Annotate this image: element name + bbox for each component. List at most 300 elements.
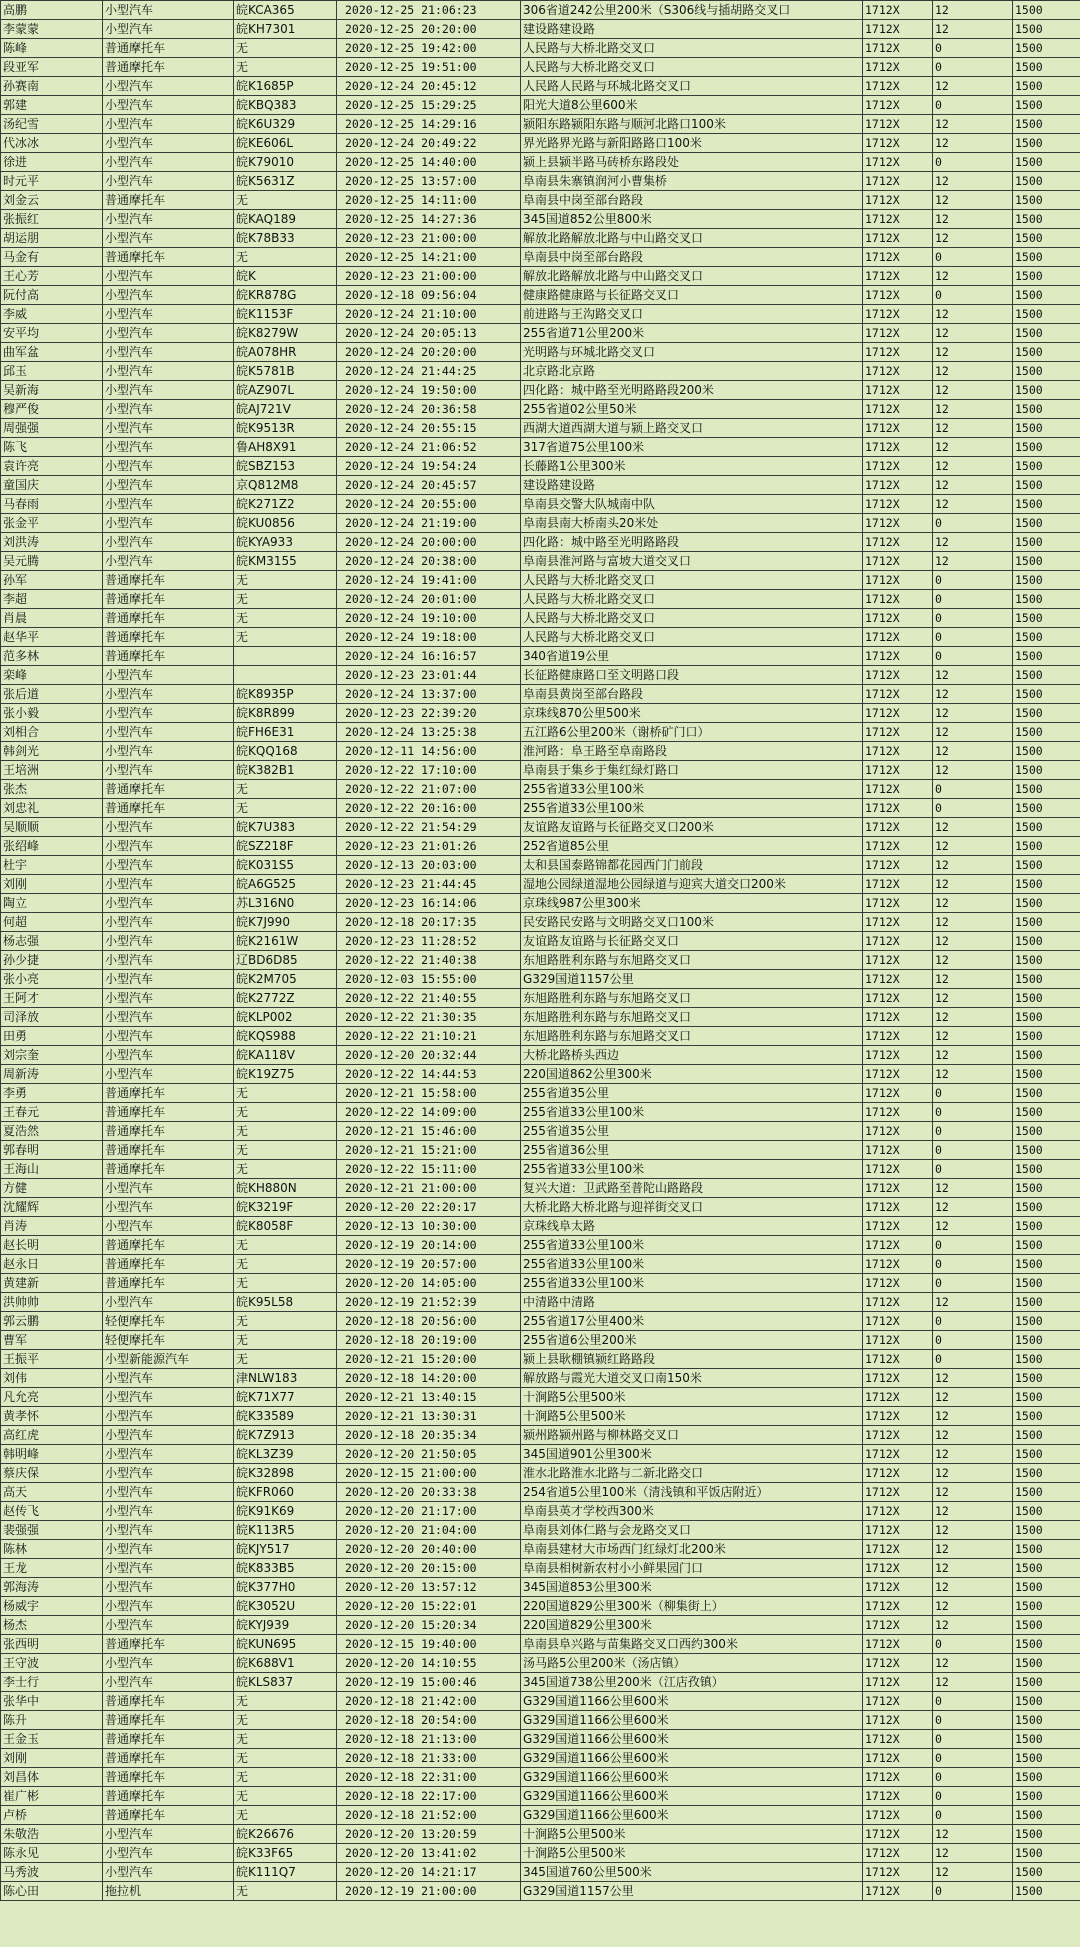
fine-cell: 1500 bbox=[1013, 1616, 1080, 1635]
violation-time-cell: 2020-12-20 13:41:02 bbox=[337, 1844, 521, 1863]
table-row bbox=[1, 533, 1080, 552]
plate-number-cell: 皖K33F65 bbox=[234, 1844, 337, 1863]
driver-name-cell: 马春雨 bbox=[1, 495, 103, 514]
table-row bbox=[1, 856, 1080, 875]
table-row bbox=[1, 1179, 1080, 1198]
fine-cell: 1500 bbox=[1013, 210, 1080, 229]
location-cell: 友谊路友谊路与长征路交叉口 bbox=[521, 932, 863, 951]
points-cell: 12 bbox=[933, 1464, 1013, 1483]
violation-code-cell: 1712X bbox=[863, 20, 933, 39]
plate-number-cell: 皖AJ721V bbox=[234, 400, 337, 419]
plate-number-cell: 皖K71X77 bbox=[234, 1388, 337, 1407]
violation-time-cell: 2020-12-24 21:44:25 bbox=[337, 362, 521, 381]
driver-name-cell: 王金玉 bbox=[1, 1730, 103, 1749]
violation-time-cell: 2020-12-20 20:40:00 bbox=[337, 1540, 521, 1559]
fine-cell: 1500 bbox=[1013, 647, 1080, 666]
violation-code-cell: 1712X bbox=[863, 1882, 933, 1901]
fine-cell: 1500 bbox=[1013, 628, 1080, 647]
driver-name-cell: 张西明 bbox=[1, 1635, 103, 1654]
location-cell: 220国道862公里300米 bbox=[521, 1065, 863, 1084]
plate-number-cell: 皖K33589 bbox=[234, 1407, 337, 1426]
violation-code-cell: 1712X bbox=[863, 1236, 933, 1255]
vehicle-type-cell: 普通摩托车 bbox=[103, 1236, 234, 1255]
vehicle-type-cell: 轻便摩托车 bbox=[103, 1312, 234, 1331]
table-row bbox=[1, 1388, 1080, 1407]
points-cell: 0 bbox=[933, 1255, 1013, 1274]
location-cell: 阜南县建材大市场西门红绿灯北200米 bbox=[521, 1540, 863, 1559]
plate-number-cell: 无 bbox=[234, 1692, 337, 1711]
fine-cell: 1500 bbox=[1013, 1521, 1080, 1540]
vehicle-type-cell: 小型汽车 bbox=[103, 818, 234, 837]
plate-number-cell: 皖K7U383 bbox=[234, 818, 337, 837]
points-cell: 12 bbox=[933, 552, 1013, 571]
location-cell: 人民路与大桥北路交叉口 bbox=[521, 39, 863, 58]
vehicle-type-cell: 小型汽车 bbox=[103, 419, 234, 438]
fine-cell: 1500 bbox=[1013, 1255, 1080, 1274]
points-cell: 12 bbox=[933, 1, 1013, 20]
violation-code-cell: 1712X bbox=[863, 1521, 933, 1540]
violation-time-cell: 2020-12-20 21:17:00 bbox=[337, 1502, 521, 1521]
violation-code-cell: 1712X bbox=[863, 1559, 933, 1578]
plate-number-cell: 无 bbox=[234, 1141, 337, 1160]
driver-name-cell: 朱敬浩 bbox=[1, 1825, 103, 1844]
fine-cell: 1500 bbox=[1013, 913, 1080, 932]
driver-name-cell: 王海山 bbox=[1, 1160, 103, 1179]
fine-cell: 1500 bbox=[1013, 438, 1080, 457]
location-cell: 阜南县阜兴路与苗集路交叉口西约300米 bbox=[521, 1635, 863, 1654]
fine-cell: 1500 bbox=[1013, 96, 1080, 115]
vehicle-type-cell: 小型汽车 bbox=[103, 932, 234, 951]
location-cell: 255省道33公里100米 bbox=[521, 1160, 863, 1179]
location-cell: 大桥北路桥头西边 bbox=[521, 1046, 863, 1065]
plate-number-cell: 皖K382B1 bbox=[234, 761, 337, 780]
vehicle-type-cell: 小型汽车 bbox=[103, 723, 234, 742]
violation-code-cell: 1712X bbox=[863, 894, 933, 913]
points-cell: 12 bbox=[933, 742, 1013, 761]
points-cell: 12 bbox=[933, 476, 1013, 495]
vehicle-type-cell: 小型汽车 bbox=[103, 704, 234, 723]
vehicle-type-cell: 小型汽车 bbox=[103, 913, 234, 932]
vehicle-type-cell: 普通摩托车 bbox=[103, 1141, 234, 1160]
plate-number-cell: 皖K2M705 bbox=[234, 970, 337, 989]
plate-number-cell: 皖KA118V bbox=[234, 1046, 337, 1065]
driver-name-cell: 郭海涛 bbox=[1, 1578, 103, 1597]
vehicle-type-cell: 小型汽车 bbox=[103, 837, 234, 856]
vehicle-type-cell: 小型汽车 bbox=[103, 267, 234, 286]
driver-name-cell: 陈峰 bbox=[1, 39, 103, 58]
fine-cell: 1500 bbox=[1013, 1407, 1080, 1426]
table-row bbox=[1, 1217, 1080, 1236]
plate-number-cell: 皖K bbox=[234, 267, 337, 286]
location-cell: 民安路民安路与文明路交叉口100米 bbox=[521, 913, 863, 932]
location-cell: G329国道1166公里600米 bbox=[521, 1730, 863, 1749]
vehicle-type-cell: 普通摩托车 bbox=[103, 571, 234, 590]
vehicle-type-cell: 小型汽车 bbox=[103, 1198, 234, 1217]
points-cell: 0 bbox=[933, 590, 1013, 609]
plate-number-cell: 皖K2161W bbox=[234, 932, 337, 951]
violation-time-cell: 2020-12-20 21:04:00 bbox=[337, 1521, 521, 1540]
points-cell: 0 bbox=[933, 799, 1013, 818]
violation-code-cell: 1712X bbox=[863, 1426, 933, 1445]
fine-cell: 1500 bbox=[1013, 951, 1080, 970]
table-row bbox=[1, 457, 1080, 476]
driver-name-cell: 张后道 bbox=[1, 685, 103, 704]
vehicle-type-cell: 小型汽车 bbox=[103, 1597, 234, 1616]
violation-time-cell: 2020-12-21 15:58:00 bbox=[337, 1084, 521, 1103]
fine-cell: 1500 bbox=[1013, 1578, 1080, 1597]
violation-code-cell: 1712X bbox=[863, 1065, 933, 1084]
fine-cell: 1500 bbox=[1013, 666, 1080, 685]
fine-cell: 1500 bbox=[1013, 1312, 1080, 1331]
fine-cell: 1500 bbox=[1013, 20, 1080, 39]
table-row bbox=[1, 1711, 1080, 1730]
fine-cell: 1500 bbox=[1013, 685, 1080, 704]
driver-name-cell: 周强强 bbox=[1, 419, 103, 438]
table-row bbox=[1, 1559, 1080, 1578]
driver-name-cell: 肖晨 bbox=[1, 609, 103, 628]
fine-cell: 1500 bbox=[1013, 1635, 1080, 1654]
location-cell: 五江路6公里200米（谢桥矿门口） bbox=[521, 723, 863, 742]
vehicle-type-cell: 普通摩托车 bbox=[103, 1692, 234, 1711]
vehicle-type-cell: 小型汽车 bbox=[103, 1046, 234, 1065]
vehicle-type-cell: 小型汽车 bbox=[103, 1179, 234, 1198]
points-cell: 0 bbox=[933, 58, 1013, 77]
driver-name-cell: 韩明峰 bbox=[1, 1445, 103, 1464]
driver-name-cell: 夏浩然 bbox=[1, 1122, 103, 1141]
driver-name-cell: 高红虎 bbox=[1, 1426, 103, 1445]
location-cell: 淮水北路淮水北路与二新北路交口 bbox=[521, 1464, 863, 1483]
driver-name-cell: 蔡庆保 bbox=[1, 1464, 103, 1483]
vehicle-type-cell: 普通摩托车 bbox=[103, 799, 234, 818]
table-row bbox=[1, 666, 1080, 685]
table-row bbox=[1, 1540, 1080, 1559]
points-cell: 12 bbox=[933, 951, 1013, 970]
table-row bbox=[1, 932, 1080, 951]
vehicle-type-cell: 小型汽车 bbox=[103, 1008, 234, 1027]
violation-time-cell: 2020-12-18 21:13:00 bbox=[337, 1730, 521, 1749]
points-cell: 12 bbox=[933, 723, 1013, 742]
violation-code-cell: 1712X bbox=[863, 970, 933, 989]
driver-name-cell: 崔广彬 bbox=[1, 1787, 103, 1806]
table-row bbox=[1, 1692, 1080, 1711]
fine-cell: 1500 bbox=[1013, 1388, 1080, 1407]
driver-name-cell: 胡运朋 bbox=[1, 229, 103, 248]
fine-cell: 1500 bbox=[1013, 1540, 1080, 1559]
driver-name-cell: 孙少捷 bbox=[1, 951, 103, 970]
points-cell: 0 bbox=[933, 571, 1013, 590]
fine-cell: 1500 bbox=[1013, 153, 1080, 172]
violation-code-cell: 1712X bbox=[863, 837, 933, 856]
vehicle-type-cell: 小型汽车 bbox=[103, 666, 234, 685]
location-cell: 阜南县中岗至部台路段 bbox=[521, 248, 863, 267]
plate-number-cell: 皖KQQ168 bbox=[234, 742, 337, 761]
plate-number-cell: 皖KLP002 bbox=[234, 1008, 337, 1027]
driver-name-cell: 王培洲 bbox=[1, 761, 103, 780]
violation-code-cell: 1712X bbox=[863, 647, 933, 666]
violation-code-cell: 1712X bbox=[863, 115, 933, 134]
violation-time-cell: 2020-12-19 21:00:00 bbox=[337, 1882, 521, 1901]
plate-number-cell: 无 bbox=[234, 1103, 337, 1122]
violation-code-cell: 1712X bbox=[863, 1274, 933, 1293]
violation-code-cell: 1712X bbox=[863, 1388, 933, 1407]
vehicle-type-cell: 小型汽车 bbox=[103, 1540, 234, 1559]
fine-cell: 1500 bbox=[1013, 552, 1080, 571]
plate-number-cell: 皖K377H0 bbox=[234, 1578, 337, 1597]
table-row bbox=[1, 1787, 1080, 1806]
table-row bbox=[1, 571, 1080, 590]
driver-name-cell: 郭云鹏 bbox=[1, 1312, 103, 1331]
location-cell: 345国道853公里300米 bbox=[521, 1578, 863, 1597]
driver-name-cell: 洪帅帅 bbox=[1, 1293, 103, 1312]
plate-number-cell: 无 bbox=[234, 1160, 337, 1179]
vehicle-type-cell: 普通摩托车 bbox=[103, 1711, 234, 1730]
driver-name-cell: 范多林 bbox=[1, 647, 103, 666]
driver-name-cell: 张金平 bbox=[1, 514, 103, 533]
violation-time-cell: 2020-12-21 13:40:15 bbox=[337, 1388, 521, 1407]
points-cell: 12 bbox=[933, 1597, 1013, 1616]
violation-time-cell: 2020-12-23 22:39:20 bbox=[337, 704, 521, 723]
plate-number-cell: 无 bbox=[234, 590, 337, 609]
violation-code-cell: 1712X bbox=[863, 685, 933, 704]
violation-code-cell: 1712X bbox=[863, 248, 933, 267]
violation-code-cell: 1712X bbox=[863, 1445, 933, 1464]
points-cell: 12 bbox=[933, 1445, 1013, 1464]
violation-code-cell: 1712X bbox=[863, 134, 933, 153]
fine-cell: 1500 bbox=[1013, 1008, 1080, 1027]
points-cell: 12 bbox=[933, 20, 1013, 39]
table-row bbox=[1, 818, 1080, 837]
location-cell: 中清路中清路 bbox=[521, 1293, 863, 1312]
points-cell: 12 bbox=[933, 1559, 1013, 1578]
location-cell: 阳光大道8公里600米 bbox=[521, 96, 863, 115]
violation-code-cell: 1712X bbox=[863, 1787, 933, 1806]
driver-name-cell: 王阿才 bbox=[1, 989, 103, 1008]
plate-number-cell: 皖KLS837 bbox=[234, 1673, 337, 1692]
table-row bbox=[1, 1274, 1080, 1293]
location-cell: 人民路人民路与环城北路交叉口 bbox=[521, 77, 863, 96]
violation-code-cell: 1712X bbox=[863, 1369, 933, 1388]
table-row bbox=[1, 400, 1080, 419]
table-row bbox=[1, 1369, 1080, 1388]
location-cell: 四化路：城中路至光明路路段200米 bbox=[521, 381, 863, 400]
table-row bbox=[1, 1141, 1080, 1160]
table-row bbox=[1, 419, 1080, 438]
vehicle-type-cell: 小型汽车 bbox=[103, 894, 234, 913]
violation-time-cell: 2020-12-22 20:16:00 bbox=[337, 799, 521, 818]
fine-cell: 1500 bbox=[1013, 1863, 1080, 1882]
driver-name-cell: 李超 bbox=[1, 590, 103, 609]
points-cell: 0 bbox=[933, 1236, 1013, 1255]
table-row bbox=[1, 1882, 1080, 1901]
location-cell: 人民路与大桥北路交叉口 bbox=[521, 609, 863, 628]
table-row bbox=[1, 970, 1080, 989]
fine-cell: 1500 bbox=[1013, 1426, 1080, 1445]
vehicle-type-cell: 小型汽车 bbox=[103, 343, 234, 362]
vehicle-type-cell: 小型汽车 bbox=[103, 1502, 234, 1521]
driver-name-cell: 杜宇 bbox=[1, 856, 103, 875]
location-cell: 阜南县南大桥南头20米处 bbox=[521, 514, 863, 533]
location-cell: 阜南县中岗至部台路段 bbox=[521, 191, 863, 210]
vehicle-type-cell: 小型汽车 bbox=[103, 1065, 234, 1084]
location-cell: 解放北路解放北路与中山路交叉口 bbox=[521, 267, 863, 286]
plate-number-cell: 皖K5631Z bbox=[234, 172, 337, 191]
violation-code-cell: 1712X bbox=[863, 951, 933, 970]
vehicle-type-cell: 拖拉机 bbox=[103, 1882, 234, 1901]
violation-code-cell: 1712X bbox=[863, 1825, 933, 1844]
violation-time-cell: 2020-12-20 20:33:38 bbox=[337, 1483, 521, 1502]
table-row bbox=[1, 913, 1080, 932]
table-row bbox=[1, 115, 1080, 134]
points-cell: 12 bbox=[933, 115, 1013, 134]
location-cell: 阜南县交警大队城南中队 bbox=[521, 495, 863, 514]
table-row bbox=[1, 704, 1080, 723]
driver-name-cell: 王心芳 bbox=[1, 267, 103, 286]
violation-code-cell: 1712X bbox=[863, 742, 933, 761]
plate-number-cell: 皖K8R899 bbox=[234, 704, 337, 723]
driver-name-cell: 高鹏 bbox=[1, 1, 103, 20]
table-row bbox=[1, 723, 1080, 742]
vehicle-type-cell: 小型汽车 bbox=[103, 210, 234, 229]
location-cell: 255省道33公里100米 bbox=[521, 780, 863, 799]
vehicle-type-cell: 普通摩托车 bbox=[103, 58, 234, 77]
vehicle-type-cell: 小型汽车 bbox=[103, 286, 234, 305]
violation-time-cell: 2020-12-25 21:06:23 bbox=[337, 1, 521, 20]
violation-code-cell: 1712X bbox=[863, 438, 933, 457]
violation-code-cell: 1712X bbox=[863, 1692, 933, 1711]
fine-cell: 1500 bbox=[1013, 286, 1080, 305]
vehicle-type-cell: 轻便摩托车 bbox=[103, 1331, 234, 1350]
driver-name-cell: 田勇 bbox=[1, 1027, 103, 1046]
location-cell: 阜南县刘体仁路与会龙路交叉口 bbox=[521, 1521, 863, 1540]
violation-time-cell: 2020-12-22 17:10:00 bbox=[337, 761, 521, 780]
location-cell: G329国道1166公里600米 bbox=[521, 1768, 863, 1787]
location-cell: 306省道242公里200米（S306线与插胡路交叉口 bbox=[521, 1, 863, 20]
location-cell: 解放北路解放北路与中山路交叉口 bbox=[521, 229, 863, 248]
fine-cell: 1500 bbox=[1013, 932, 1080, 951]
driver-name-cell: 凡允亮 bbox=[1, 1388, 103, 1407]
location-cell: 阜南县相树新农村小小鲜果园门口 bbox=[521, 1559, 863, 1578]
table-row bbox=[1, 1065, 1080, 1084]
table-row bbox=[1, 780, 1080, 799]
points-cell: 0 bbox=[933, 1882, 1013, 1901]
vehicle-type-cell: 普通摩托车 bbox=[103, 1806, 234, 1825]
violation-time-cell: 2020-12-24 20:05:13 bbox=[337, 324, 521, 343]
table-row bbox=[1, 248, 1080, 267]
vehicle-type-cell: 普通摩托车 bbox=[103, 1749, 234, 1768]
location-cell: 345国道738公里200米（江店孜镇） bbox=[521, 1673, 863, 1692]
violation-time-cell: 2020-12-24 21:06:52 bbox=[337, 438, 521, 457]
fine-cell: 1500 bbox=[1013, 1198, 1080, 1217]
location-cell: G329国道1157公里 bbox=[521, 1882, 863, 1901]
fine-cell: 1500 bbox=[1013, 1502, 1080, 1521]
violation-time-cell: 2020-12-22 15:11:00 bbox=[337, 1160, 521, 1179]
location-cell: 东旭路胜利东路与东旭路交叉口 bbox=[521, 951, 863, 970]
plate-number-cell: 无 bbox=[234, 1768, 337, 1787]
table-row bbox=[1, 1635, 1080, 1654]
plate-number-cell: 皖K19Z75 bbox=[234, 1065, 337, 1084]
points-cell: 12 bbox=[933, 761, 1013, 780]
location-cell: 复兴大道：卫武路至普陀山路路段 bbox=[521, 1179, 863, 1198]
points-cell: 12 bbox=[933, 343, 1013, 362]
fine-cell: 1500 bbox=[1013, 191, 1080, 210]
plate-number-cell: 苏L316N0 bbox=[234, 894, 337, 913]
vehicle-type-cell: 小型汽车 bbox=[103, 1388, 234, 1407]
vehicle-type-cell: 小型汽车 bbox=[103, 400, 234, 419]
table-row bbox=[1, 1008, 1080, 1027]
table-row bbox=[1, 761, 1080, 780]
vehicle-type-cell: 小型汽车 bbox=[103, 172, 234, 191]
fine-cell: 1500 bbox=[1013, 1160, 1080, 1179]
fine-cell: 1500 bbox=[1013, 1597, 1080, 1616]
points-cell: 12 bbox=[933, 1293, 1013, 1312]
driver-name-cell: 吴顺顺 bbox=[1, 818, 103, 837]
driver-name-cell: 张小亮 bbox=[1, 970, 103, 989]
plate-number-cell: 无 bbox=[234, 1882, 337, 1901]
table-row bbox=[1, 1293, 1080, 1312]
fine-cell: 1500 bbox=[1013, 1464, 1080, 1483]
violation-code-cell: 1712X bbox=[863, 1863, 933, 1882]
fine-cell: 1500 bbox=[1013, 172, 1080, 191]
location-cell: 255省道33公里100米 bbox=[521, 1236, 863, 1255]
violation-time-cell: 2020-12-18 20:54:00 bbox=[337, 1711, 521, 1730]
vehicle-type-cell: 普通摩托车 bbox=[103, 248, 234, 267]
driver-name-cell: 陈心田 bbox=[1, 1882, 103, 1901]
plate-number-cell: 皖K8279W bbox=[234, 324, 337, 343]
points-cell: 12 bbox=[933, 932, 1013, 951]
violation-time-cell: 2020-12-20 14:21:17 bbox=[337, 1863, 521, 1882]
plate-number-cell: 津NLW183 bbox=[234, 1369, 337, 1388]
driver-name-cell: 李威 bbox=[1, 305, 103, 324]
driver-name-cell: 刘刚 bbox=[1, 1749, 103, 1768]
violation-code-cell: 1712X bbox=[863, 58, 933, 77]
fine-cell: 1500 bbox=[1013, 723, 1080, 742]
driver-name-cell: 韩剑光 bbox=[1, 742, 103, 761]
violation-time-cell: 2020-12-18 20:19:00 bbox=[337, 1331, 521, 1350]
points-cell: 12 bbox=[933, 381, 1013, 400]
driver-name-cell: 陈升 bbox=[1, 1711, 103, 1730]
violation-code-cell: 1712X bbox=[863, 1, 933, 20]
plate-number-cell: 皖KCA365 bbox=[234, 1, 337, 20]
violation-time-cell: 2020-12-21 13:30:31 bbox=[337, 1407, 521, 1426]
violation-time-cell: 2020-12-24 20:45:57 bbox=[337, 476, 521, 495]
plate-number-cell: 皖K32898 bbox=[234, 1464, 337, 1483]
driver-name-cell: 李士行 bbox=[1, 1673, 103, 1692]
vehicle-type-cell: 小型汽车 bbox=[103, 1578, 234, 1597]
fine-cell: 1500 bbox=[1013, 1293, 1080, 1312]
plate-number-cell: 皖K271Z2 bbox=[234, 495, 337, 514]
points-cell: 12 bbox=[933, 1578, 1013, 1597]
vehicle-type-cell: 小型汽车 bbox=[103, 96, 234, 115]
driver-name-cell: 吴元腾 bbox=[1, 552, 103, 571]
violation-code-cell: 1712X bbox=[863, 932, 933, 951]
vehicle-type-cell: 普通摩托车 bbox=[103, 1255, 234, 1274]
violation-code-cell: 1712X bbox=[863, 457, 933, 476]
driver-name-cell: 孙军 bbox=[1, 571, 103, 590]
violation-time-cell: 2020-12-25 14:21:00 bbox=[337, 248, 521, 267]
table-row bbox=[1, 989, 1080, 1008]
vehicle-type-cell: 小型汽车 bbox=[103, 514, 234, 533]
violation-time-cell: 2020-12-19 20:57:00 bbox=[337, 1255, 521, 1274]
vehicle-type-cell: 小型汽车 bbox=[103, 1217, 234, 1236]
fine-cell: 1500 bbox=[1013, 457, 1080, 476]
violation-code-cell: 1712X bbox=[863, 666, 933, 685]
plate-number-cell: 无 bbox=[234, 571, 337, 590]
violation-time-cell: 2020-12-18 21:42:00 bbox=[337, 1692, 521, 1711]
table-row bbox=[1, 1730, 1080, 1749]
location-cell: 京珠线阜太路 bbox=[521, 1217, 863, 1236]
plate-number-cell: 皖KQS988 bbox=[234, 1027, 337, 1046]
plate-number-cell: 无 bbox=[234, 1122, 337, 1141]
